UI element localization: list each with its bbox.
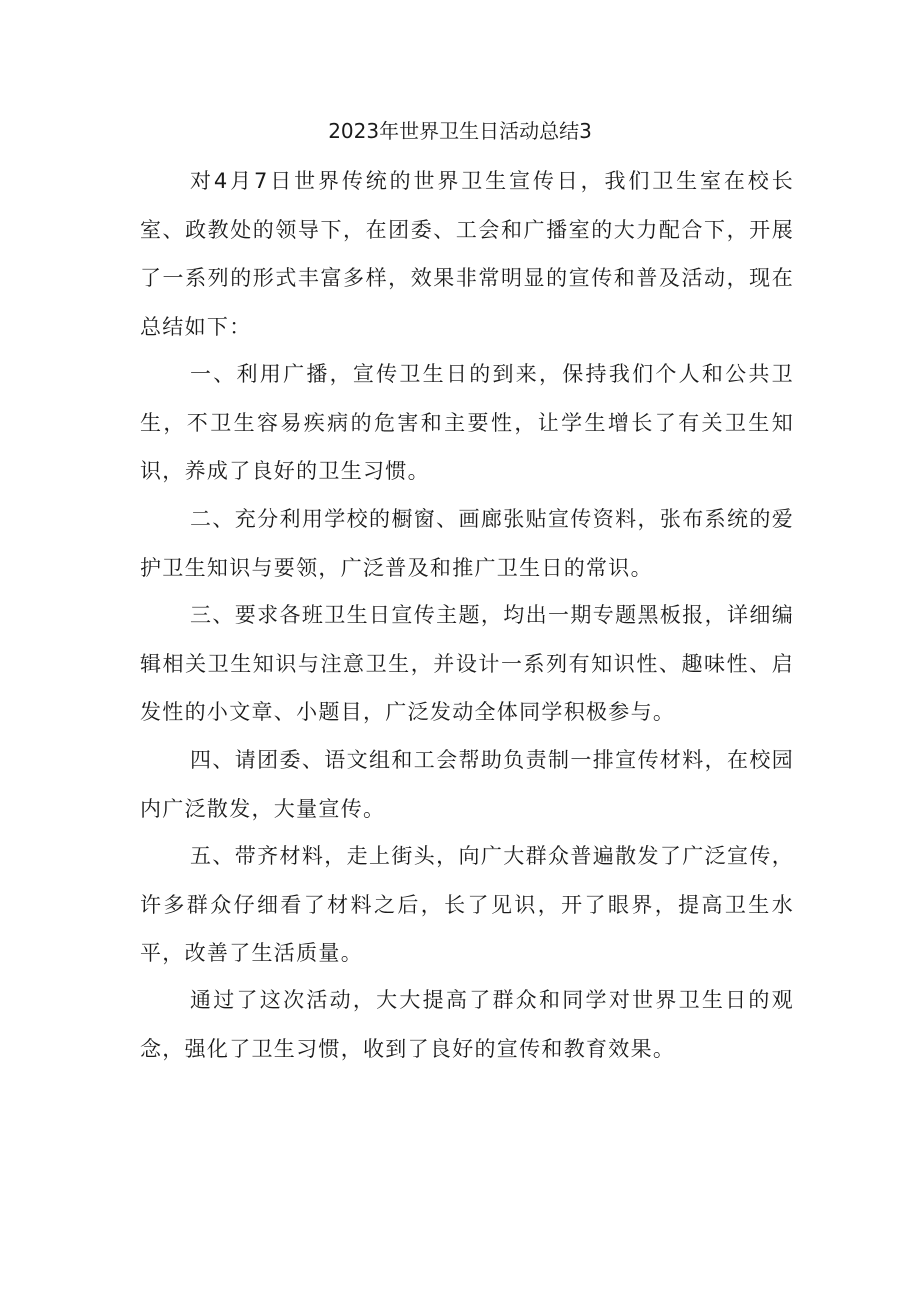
paragraph-item-3: 三、要求各班卫生日宣传主题，均出一期专题黑板报，详细编辑相关卫生知识与注意卫生，并设计一系列有知识性、趣味性、启发性的小文章、小题目，广泛发动全体同学积极参与。: [140, 603, 794, 724]
paragraph-item-2: 二、充分利用学校的橱窗、画廊张贴宣传资料，张布系统的爱护卫生知识与要领，广泛普及和推广卫生日的常识。: [140, 507, 794, 580]
document-title: 2023年世界卫生日活动总结3: [328, 119, 592, 143]
paragraph-conclusion: 通过了这次活动，大大提高了群众和同学对世界卫生日的观念，强化了卫生习惯，收到了良好的宣传和教育效果。: [140, 988, 794, 1061]
paragraph-item-5: 五、带齐材料，走上街头，向广大群众普遍散发了广泛宣传，许多群众仔细看了材料之后，长了见识，开了眼界，提高卫生水平，改善了生活质量。: [140, 844, 794, 965]
paragraph-intro: 对4月7日世界传统的世界卫生宣传日，我们卫生室在校长室、政教处的领导下，在团委、工会和广播室的大力配合下，开展了一系列的形式丰富多样，效果非常明显的宣传和普及活动，现在总结如下：: [140, 169, 794, 339]
paragraph-item-1: 一、利用广播，宣传卫生日的到来，保持我们个人和公共卫生，不卫生容易疾病的危害和主要性，让学生增长了有关卫生知识，养成了良好的卫生习惯。: [140, 362, 794, 483]
paragraph-item-4: 四、请团委、语文组和工会帮助负责制一排宣传材料，在校园内广泛散发，大量宣传。: [140, 748, 794, 821]
